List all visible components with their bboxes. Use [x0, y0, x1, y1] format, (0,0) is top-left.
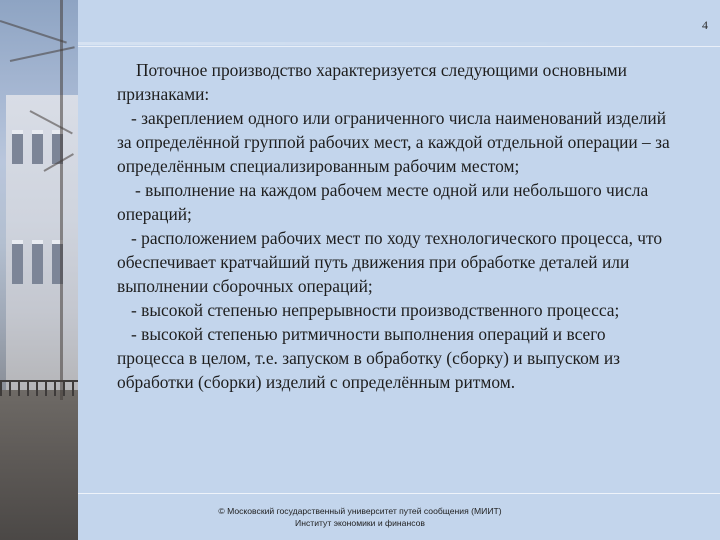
intro-paragraph: Поточное производство характеризуется следующими основными признаками: — [117, 60, 627, 104]
tree-branch — [10, 46, 75, 62]
slide-body — [117, 58, 677, 394]
building-window — [32, 240, 43, 284]
list-item: - высокой степенью ритмичности выполнения операций и всего процесса в целом, т.е. запуском в обработку (сборку) и выпуском из обработки (сборки) изделий с определённым ритмом. — [117, 324, 621, 392]
building-window — [12, 130, 23, 164]
list-item: - закреплением одного или ограниченного числа наименований изделий за определённой группой рабочих мест, а каждой отдельной операции – за определённым специализированным рабочим местом; — [117, 108, 670, 176]
list-item: - выполнение на каждом рабочем месте одной или небольшого числа операций; — [117, 180, 649, 224]
fence — [0, 380, 78, 396]
building-window — [32, 130, 43, 164]
tree-trunk — [60, 0, 63, 400]
list-item: - высокой степенью непрерывности производственного процесса; — [131, 300, 620, 320]
slide-number: 4 — [702, 18, 708, 32]
building-window — [12, 240, 23, 284]
footer-copyright: © Московский государственный университет путей сообщения (МИИТ) — [218, 506, 502, 516]
building-photo — [0, 0, 78, 540]
street-ground — [0, 390, 78, 540]
top-divider — [78, 46, 720, 47]
list-item: - расположением рабочих мест по ходу технологического процесса, что обеспечивает кратчайший путь движения при обработке деталей или выполнении сборочных операций; — [117, 228, 663, 296]
top-line-accent — [78, 42, 720, 45]
tree-branch — [0, 20, 67, 44]
footer — [175, 505, 545, 529]
footer-institute: Институт экономики и финансов — [295, 518, 425, 528]
bottom-divider — [78, 493, 720, 494]
